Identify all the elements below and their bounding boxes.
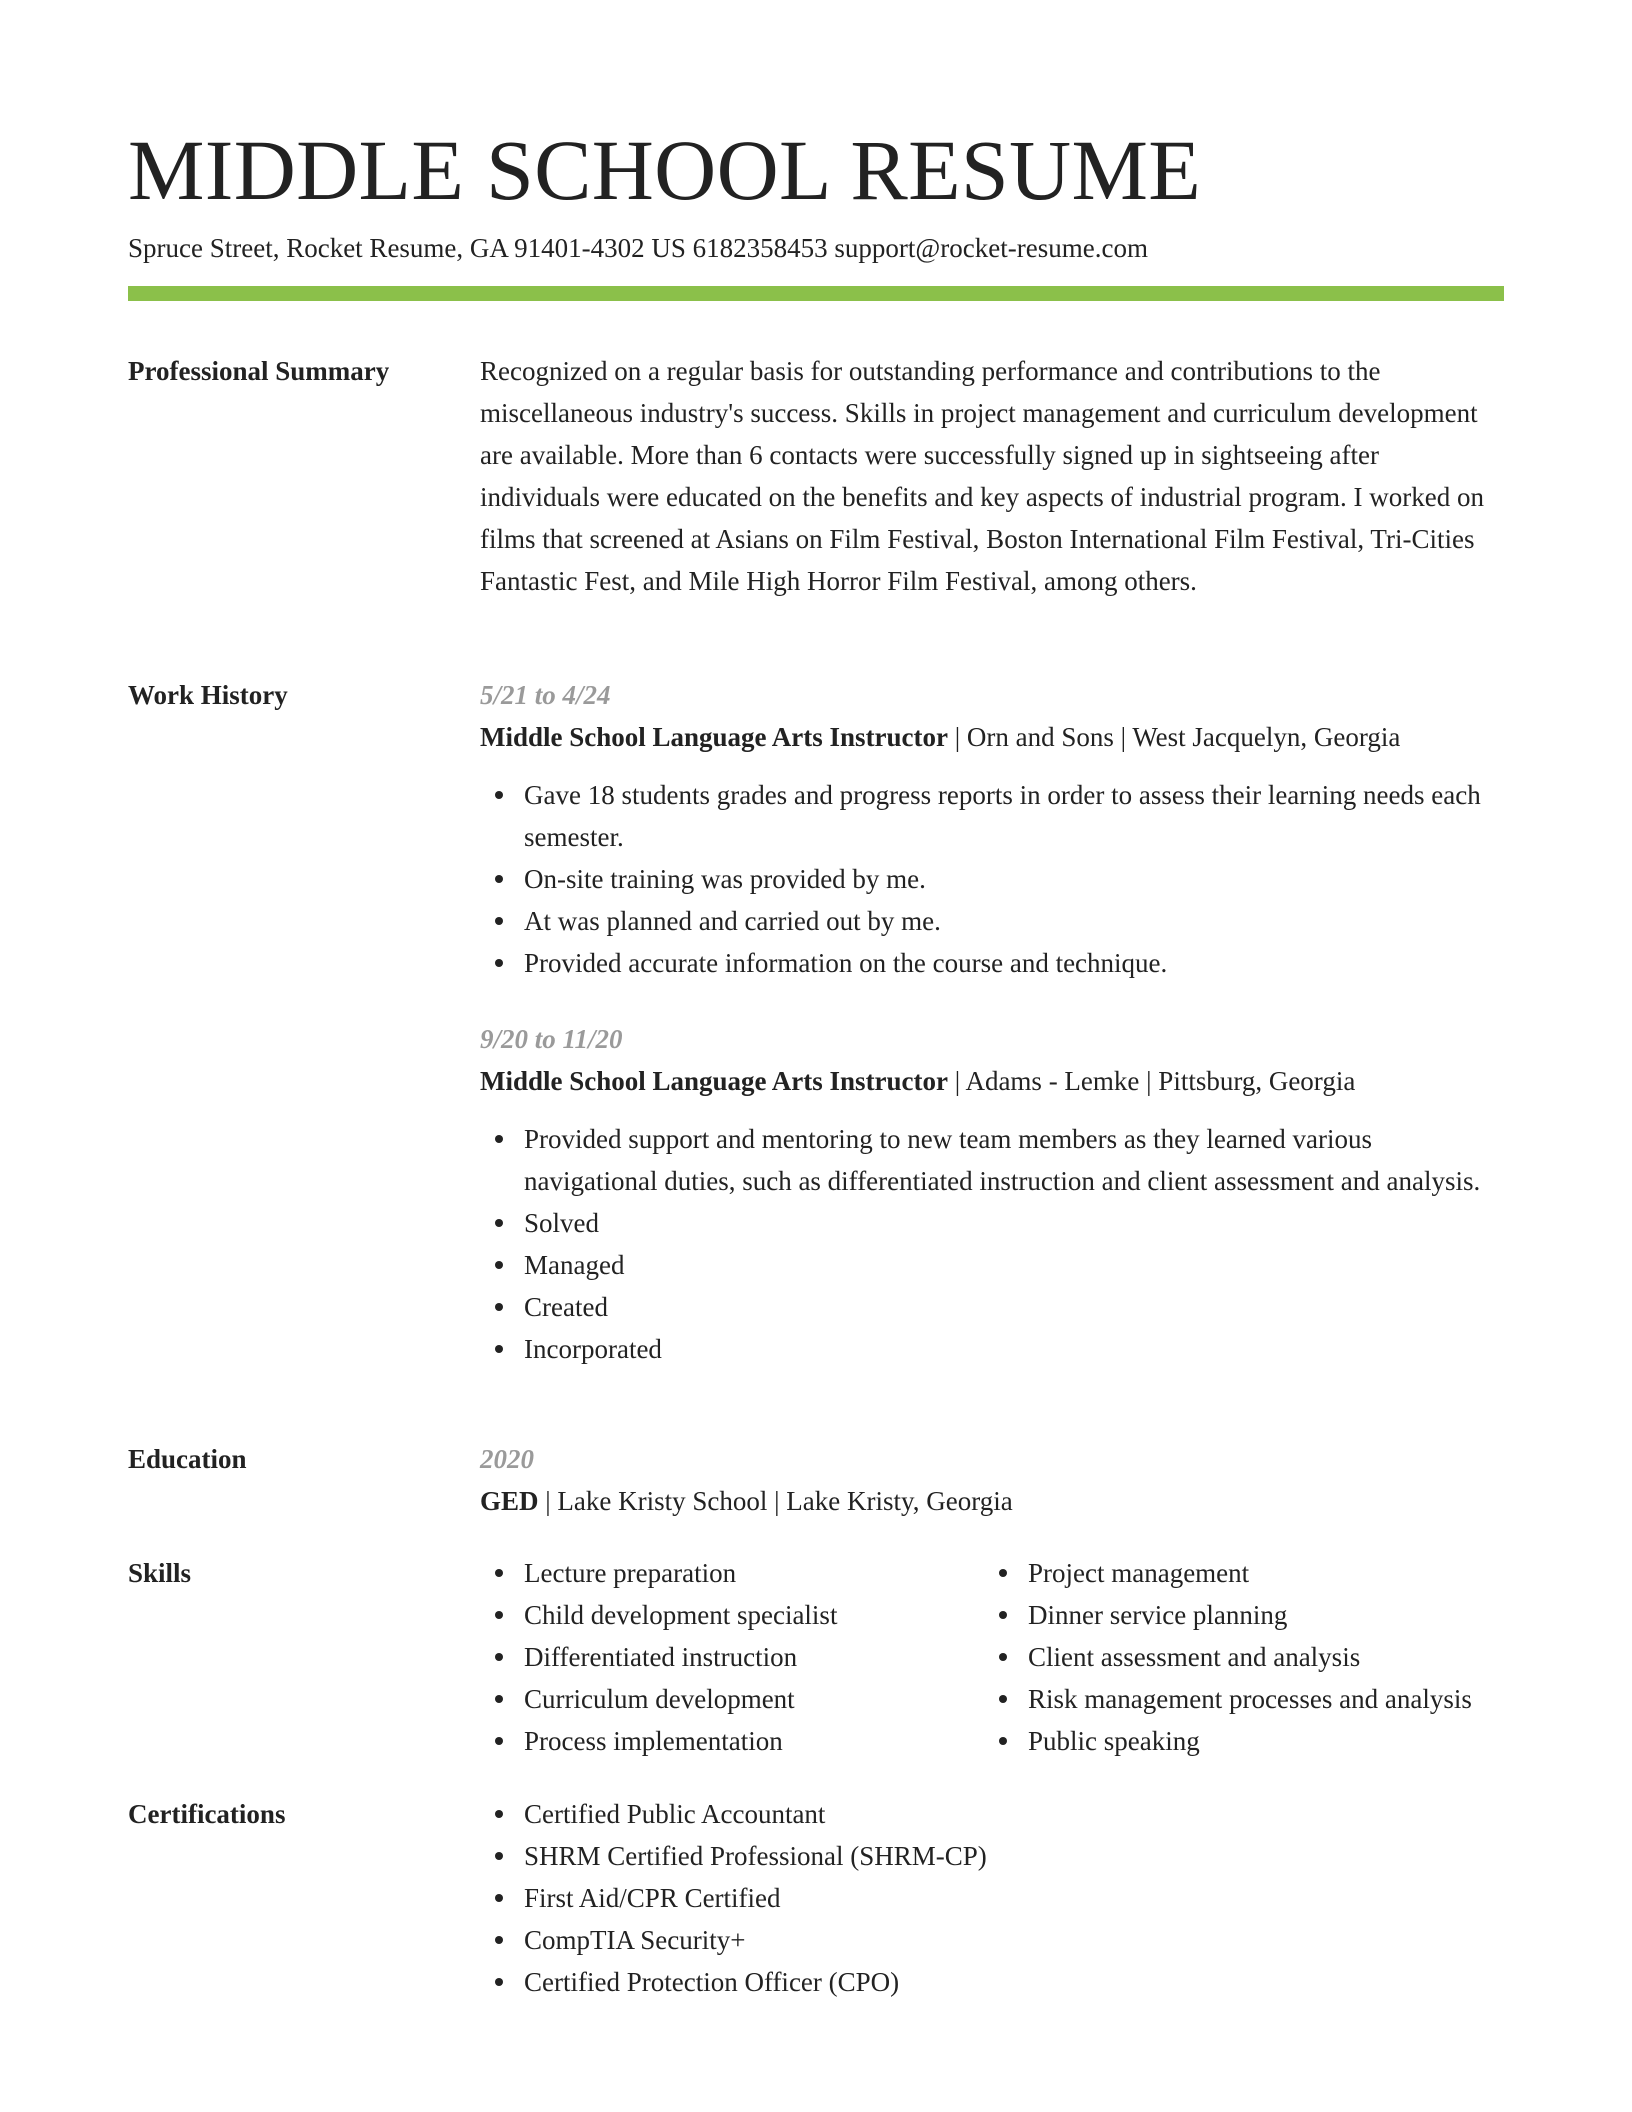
skill-item: Risk management processes and analysis xyxy=(1028,1678,1504,1720)
duty-item: Solved xyxy=(524,1202,1504,1244)
skills-heading: Skills xyxy=(128,1558,192,1588)
duty-item: On-site training was provided by me. xyxy=(524,858,1504,900)
job-duties xyxy=(480,1118,1504,1370)
duty-item: Provided accurate information on the course and technique. xyxy=(524,942,1504,984)
job-dates: 5/21 to 4/24 xyxy=(480,680,611,710)
education-entry xyxy=(480,1480,1504,1522)
certification-item: First Aid/CPR Certified xyxy=(524,1877,1504,1919)
job-details: | Orn and Sons | West Jacquelyn, Georgia xyxy=(948,722,1401,752)
skill-item: Project management xyxy=(1028,1552,1504,1594)
certification-item: Certified Protection Officer (CPO) xyxy=(524,1961,1504,2003)
resume-title: MIDDLE SCHOOL RESUME xyxy=(128,122,1202,218)
duty-item: Gave 18 students grades and progress reports in order to assess their learning needs each semester. xyxy=(524,774,1504,858)
duty-item: Provided support and mentoring to new team members as they learned various navigational duties, such as differentiated instruction and client assessment and analysis. xyxy=(524,1118,1504,1202)
job-entry xyxy=(480,1018,1504,1370)
duty-item: Created xyxy=(524,1286,1504,1328)
certification-item: CompTIA Security+ xyxy=(524,1919,1504,1961)
skill-item: Curriculum development xyxy=(524,1678,984,1720)
job-details: | Adams - Lemke | Pittsburg, Georgia xyxy=(948,1066,1356,1096)
education-heading: Education xyxy=(128,1444,247,1474)
summary-heading: Professional Summary xyxy=(128,356,390,386)
job-heading xyxy=(480,1060,1504,1102)
header-divider xyxy=(128,286,1504,301)
job-duties xyxy=(480,774,1504,984)
certifications-heading: Certifications xyxy=(128,1799,286,1829)
contact-line: Spruce Street, Rocket Resume, GA 91401-4302 US 6182358453 support@rocket-resume.com xyxy=(128,233,1148,263)
certification-item: SHRM Certified Professional (SHRM-CP) xyxy=(524,1835,1504,1877)
work-history-heading: Work History xyxy=(128,680,288,710)
skill-item: Process implementation xyxy=(524,1720,984,1762)
summary-text: Recognized on a regular basis for outstanding performance and contributions to the miscellaneous industry's success. Skills in project management and curriculum development are available. More than 6 contacts were successfully signed up in sightseeing after individuals were educated on the benefits and key aspects of industrial program. I worked on films that screened at Asians on Film Festival, Boston International Film Festival, Tri-Cities Fantastic Fest, and Mile High Horror Film Festival, among others. xyxy=(480,356,1484,596)
skill-item: Differentiated instruction xyxy=(524,1636,984,1678)
job-title: Middle School Language Arts Instructor xyxy=(480,722,949,752)
duty-item: At was planned and carried out by me. xyxy=(524,900,1504,942)
duty-item: Managed xyxy=(524,1244,1504,1286)
skills-list-right xyxy=(984,1552,1504,1762)
job-entry xyxy=(480,674,1504,984)
job-title: Middle School Language Arts Instructor xyxy=(480,1066,949,1096)
education-details: | Lake Kristy School | Lake Kristy, Georgia xyxy=(538,1486,1013,1516)
job-heading xyxy=(480,716,1504,758)
skill-item: Public speaking xyxy=(1028,1720,1504,1762)
skill-item: Child development specialist xyxy=(524,1594,984,1636)
skills-list-left xyxy=(480,1552,984,1762)
education-year: 2020 xyxy=(480,1444,534,1474)
job-dates: 9/20 to 11/20 xyxy=(480,1024,623,1054)
certification-item: Certified Public Accountant xyxy=(524,1793,1504,1835)
duty-item: Incorporated xyxy=(524,1328,1504,1370)
skill-item: Dinner service planning xyxy=(1028,1594,1504,1636)
certifications-list xyxy=(480,1793,1504,2003)
skill-item: Lecture preparation xyxy=(524,1552,984,1594)
degree-name: GED xyxy=(480,1486,539,1516)
skill-item: Client assessment and analysis xyxy=(1028,1636,1504,1678)
